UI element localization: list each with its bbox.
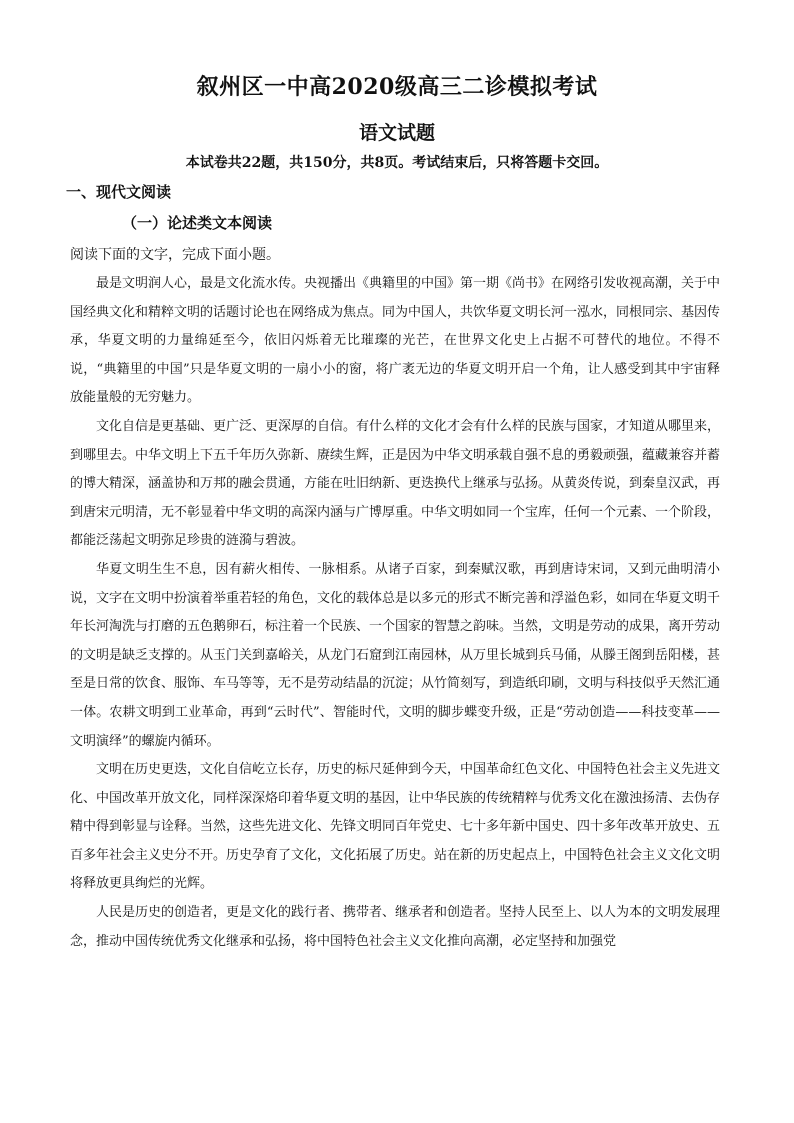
reading-instruction: 阅读下面的文字，完成下面小题。 xyxy=(70,247,280,263)
paragraph: 最是文明润人心，最是文化流水传。央视播出《典籍里的中国》第一期《尚书》在网络引发收视高潮，关于中国经典文化和精粹文明的话题讨论也在网络成为焦点。同为中国人，共饮华夏文明长河一泓水，同根同宗、基因传承，华夏文明的力量绵延至今，依旧闪烁着无比璀璨的光芒，在世界文化史上占据不可替代的地位。不得不说，“典籍里的中国”只是华夏文明的一扇小小的窗，将广袤无边的华夏文明开启一个角，让人感受到其中宇宙释放能量般的无穷魅力。 xyxy=(70,276,721,406)
exam-note: 本试卷共22题，共150分，共8页。考试结束后，只将答题卡交回。 xyxy=(185,155,609,171)
paragraph: 人民是历史的创造者，更是文化的践行者、携带者、继承者和创造者。坚持人民至上、以人为本的文明发展理念，推动中国传统优秀文化继承和弘扬，将中国特色社会主义文化推向高潮，必定坚持和加强党 xyxy=(70,905,721,949)
article-body xyxy=(70,270,720,956)
exam-title: 叙州区一中高2020级高三二诊模拟考试 xyxy=(196,74,598,100)
paragraph: 华夏文明生生不息，因有薪火相传、一脉相系。从诸子百家，到秦赋汉歌，再到唐诗宋词，又到元曲明清小说，文字在文明中扮演着举重若轻的角色，文化的载体总是以多元的形式不断完善和浮溢色彩，如同在华夏文明千年长河淘洗与打磨的五色鹅卵石，标注着一个民族、一个国家的智慧之韵味。当然，文明是劳动的成果，离开劳动的文明是缺乏支撑的。从玉门关到嘉峪关，从龙门石窟到江南园林，从万里长城到兵马俑，从滕王阁到岳阳楼，甚至是日常的饮食、服饰、车马等等，无不是劳动结晶的沉淀；从竹简刻写，到造纸印刷，文明与科技似乎天然汇通一体。农耕文明到工业革命，再到“云时代”、智能时代，文明的脚步蝶变升级，正是“劳动创造——科技变革——文明演绎”的螺旋内循环。 xyxy=(70,561,721,749)
paragraph: 文化自信是更基础、更广泛、更深厚的自信。有什么样的文化才会有什么样的民族与国家，才知道从哪里来，到哪里去。中华文明上下五千年历久弥新、赓续生辉，正是因为中华文明承载自强不息的勇毅顽强，蕴藏兼容并蓄的博大精深，涵盖协和万邦的融会贯通，方能在吐旧纳新、更迭换代上继承与弘扬。从黄炎传说，到秦皇汉武，再到唐宋元明清，无不彰显着中华文明的高深内涵与广博厚重。中华文明如同一个宝库，任何一个元素、一个阶段，都能泛荡起文明弥足珍贵的涟漪与碧波。 xyxy=(70,418,721,549)
subsection-heading: （一）论述类文本阅读 xyxy=(122,214,273,232)
exam-subtitle: 语文试题 xyxy=(358,122,435,144)
paragraph: 文明在历史更迭，文化自信屹立长存，历史的标尺延伸到今天，中国革命红色文化、中国特色社会主义先进文化、中国改革开放文化，同样深深烙印着华夏文明的基因，让中华民族的传统精粹与优秀文化在激浊扬清、去伪存精中得到彰显与诠释。当然，这些先进文化、先锋文明同百年党史、七十多年新中国史、四十多年改革开放史、五百多年社会主义史分不开。历史孕育了文化，文化拓展了历史。站在新的历史起点上，中国特色社会主义文化文明将释放更具绚烂的光辉。 xyxy=(70,762,721,892)
section-heading: 一、现代文阅读 xyxy=(66,183,172,201)
